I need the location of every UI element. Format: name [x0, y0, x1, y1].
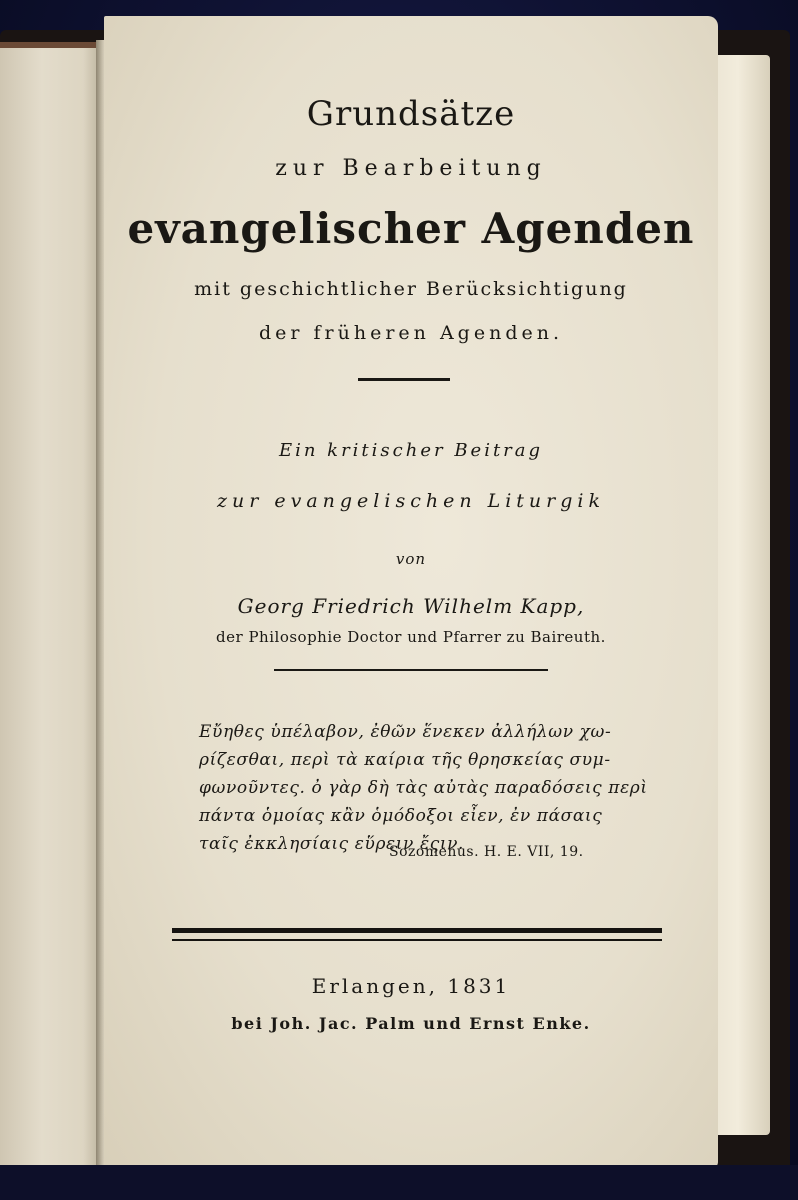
epigraph-citation: Sozomenus. H. E. VII, 19.: [389, 844, 584, 860]
divider-middle: [274, 669, 548, 671]
epigraph-line: φωνοῦντες. ὀ γὰρ δὴ τὰς αὐτὰς παραδόσεις περὶ: [199, 778, 648, 798]
epigraph-line: ταῖς ἐκκλησίαις εὕρειν ἔςιν.: [199, 834, 465, 854]
imprint-publisher: bei Joh. Jac. Palm und Ernst Enke.: [231, 1014, 591, 1033]
subtitle-line-2: zur evangelischen Liturgik: [216, 490, 606, 512]
epigraph-line: ρίζεσθαι, περὶ τὰ καίρια τῆς θρησκείας συμ-: [199, 750, 611, 770]
imprint-place-year: Erlangen, 1831: [311, 974, 511, 998]
divider-thin: [172, 939, 662, 941]
book-title-line-2: zur Bearbeitung: [275, 156, 547, 181]
title-page-content: [104, 16, 718, 1168]
epigraph: [199, 718, 648, 858]
by-word: von: [395, 550, 427, 568]
background-bottom: [0, 1165, 798, 1200]
author-description: der Philosophie Doctor und Pfarrer zu Baireuth.: [216, 628, 606, 646]
book-title-line-3: evangelischer Agenden: [127, 204, 695, 253]
divider-thick: [172, 928, 662, 933]
left-page: [0, 42, 104, 1173]
book-title: Grundsätze: [306, 94, 516, 134]
author-name: Georg Friedrich Wilhelm Kapp,: [237, 594, 585, 618]
epigraph-line: Εὔηθες ὑπέλαβον, ἐθῶν ἕνεκεν ἀλλήλων χω-: [199, 722, 612, 742]
subtitle-line-1: Ein kritischer Beitrag: [278, 440, 544, 461]
divider-short: [358, 378, 450, 381]
book-title-line-5: der früheren Agenden.: [258, 322, 563, 344]
epigraph-line: πάντα ὁμοίας κἂν ὁμόδοξοι εἶεν, ἐν πάσαις: [199, 806, 603, 826]
book-title-line-4: mit geschichtlicher Berücksichtigung: [194, 278, 628, 300]
